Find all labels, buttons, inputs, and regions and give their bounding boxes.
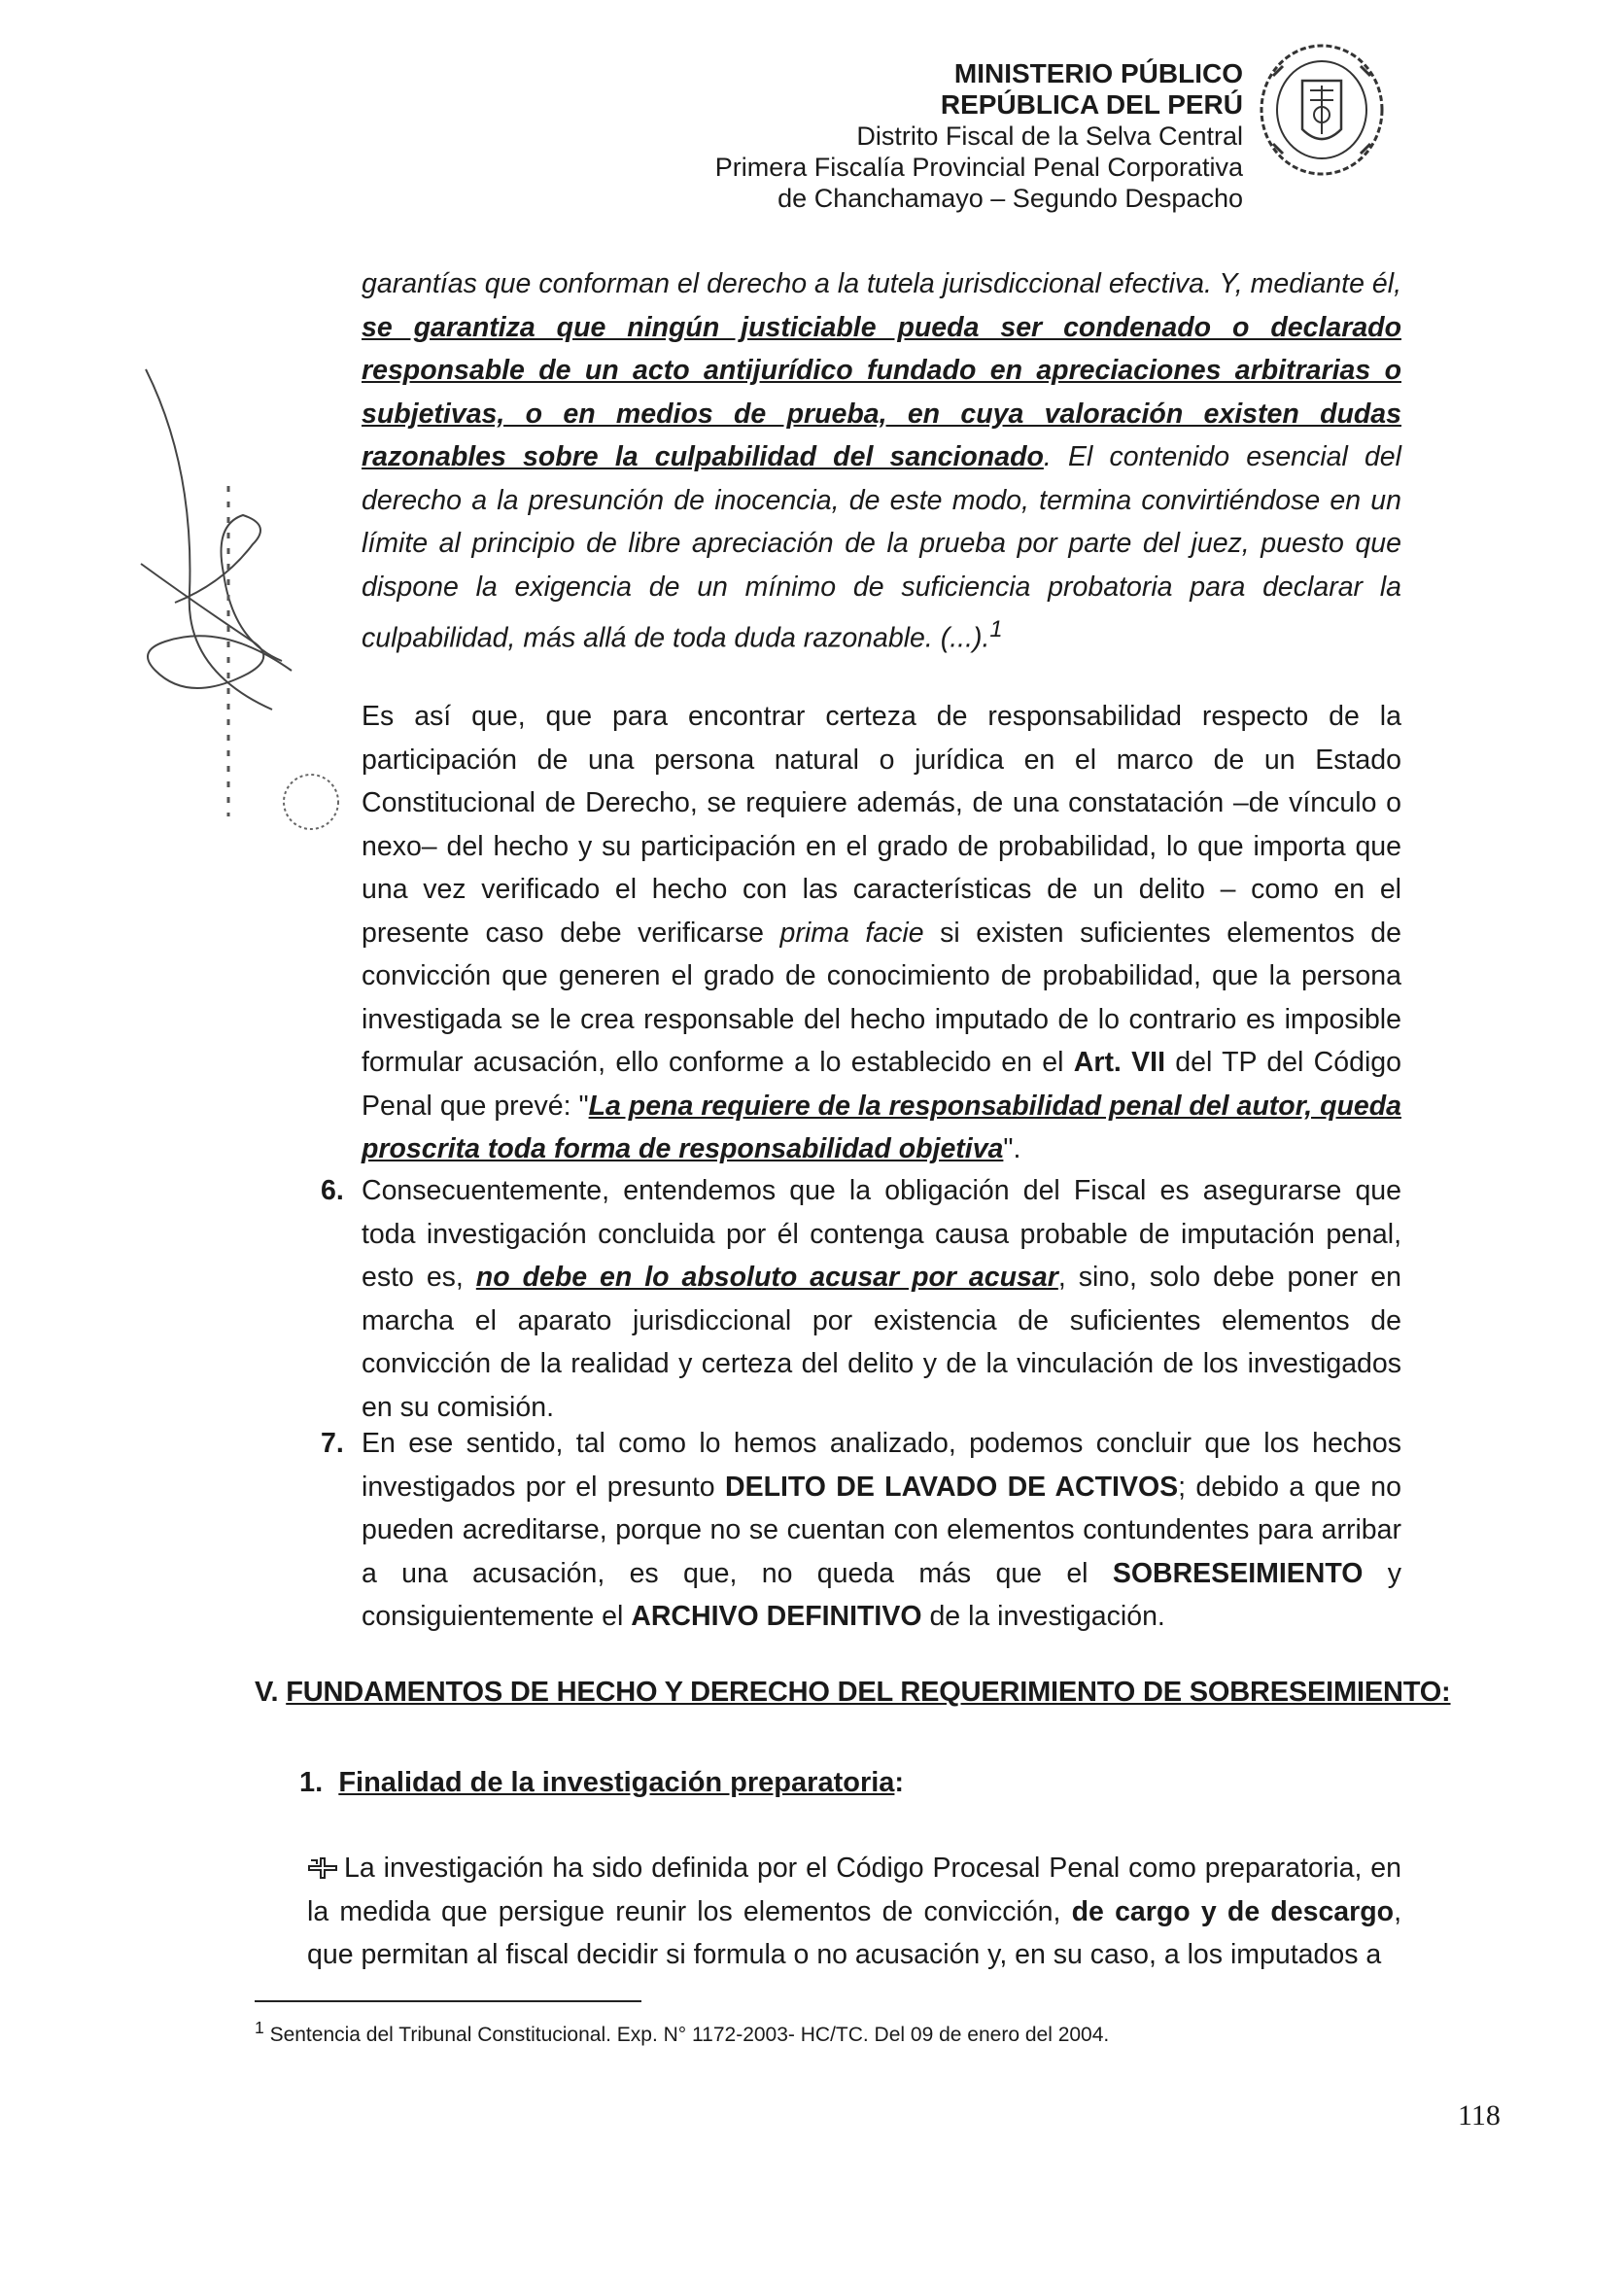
item-text: En ese sentido, tal como lo hemos analizado, podemos concluir que los hechos investigados por el presunto xyxy=(362,1428,1401,1503)
section-heading xyxy=(255,1677,1451,1709)
subsection-heading xyxy=(299,1767,904,1799)
article-ref: Art. VII xyxy=(1073,1047,1165,1078)
offense-name: DELITO DE LAVADO DE ACTIVOS xyxy=(724,1471,1179,1503)
quote-text-end: . El contenido esencial del derecho a la presunción de inocencia, de este modo, termina convirtiéndose en un límite al principio de libre apreciación de la prueba por parte del juez, puesto que dispone la exigencia de un mínimo de suficiencia probatoria para declarar la culpabilidad, más allá de toda duda razonable. (...). xyxy=(362,441,1401,654)
page-number: 118 xyxy=(1458,2099,1501,2131)
item-text: , sino, solo debe poner en marcha el aparato jurisdiccional por existencia de suficientes elementos de convicción de la realidad y certeza del delito y de la vinculación de los investigados en su comisión. xyxy=(362,1262,1401,1423)
subsection-number: 1. xyxy=(299,1767,324,1798)
bullet-text: La investigación ha sido definida por el Código Procesal Penal como preparatoria, en la medida que persigue reunir los elementos de convicción, xyxy=(307,1853,1401,1927)
para-text: ". xyxy=(1003,1133,1021,1164)
signature-stamp-icon xyxy=(136,350,389,836)
official-seal-icon xyxy=(1254,37,1390,183)
subsection-colon: : xyxy=(894,1767,905,1798)
footnote-divider xyxy=(255,2000,641,2002)
quote-paragraph xyxy=(362,262,1401,660)
header-office: Primera Fiscalía Provincial Penal Corporativa xyxy=(714,153,1243,182)
footnote xyxy=(255,2018,1109,2047)
para-text: si existen suficientes elementos de convicción que generen el grado de conocimiento de probabilidad, que la persona investigada se le crea responsable del hecho imputado de lo contrario es imposible formular acusación, ello conforme a lo establecido en el xyxy=(362,917,1401,1078)
quote-text-start: garantías que conforman el derecho a la tutela jurisdiccional efectiva. Y, mediante él, xyxy=(362,268,1401,299)
subsection-title: Finalidad de la investigación preparatoria xyxy=(338,1767,895,1798)
footnote-ref: 1 xyxy=(989,616,1003,642)
item-text: ; debido a que no pueden acreditarse, porque no se cuentan con elementos contundentes para arribar a una acusación, es que, no queda más que el xyxy=(362,1471,1401,1589)
code-quote: La pena requiere de la responsabilidad penal del autor, queda proscrita toda forma de responsabilidad objetiva xyxy=(362,1090,1401,1164)
header-office-2: de Chanchamayo – Segundo Despacho xyxy=(777,184,1243,213)
header-ministry: MINISTERIO PÚBLICO xyxy=(953,58,1243,88)
header-republic: REPÚBLICA DEL PERÚ xyxy=(940,89,1243,120)
item-number: 7. xyxy=(321,1428,344,1459)
para-text: Es así que, que para encontrar certeza de responsabilidad respecto de la participación de una persona natural o jurídica en el marco de un Estado Constitucional de Derecho, se requiere además, de una constatación –de vínculo o nexo– del hecho y su participación en el grado de probabilidad, lo que importa que una vez verificado el hecho con las características de un delito – como en el presente caso debe verificarse xyxy=(362,701,1401,949)
bullet-paragraph xyxy=(307,1847,1401,1977)
archive-term: ARCHIVO DEFINITIVO xyxy=(631,1601,922,1632)
quote-emphasis: se garantiza que ningún justiciable pueda ser condenado o declarado responsable de un acto antijurídico fundado en apreciaciones arbitrarias o subjetivas, o en medios de prueba, en cuya valoración existen dudas razonables sobre la culpabilidad del sancionado xyxy=(362,311,1401,472)
header-district: Distrito Fiscal de la Selva Central xyxy=(856,121,1243,151)
footnote-text: Sentencia del Tribunal Constitucional. Exp. N° 1172-2003- HC/TC. Del 09 de enero del 2004. xyxy=(263,2024,1110,2046)
section-title: FUNDAMENTOS DE HECHO Y DERECHO DEL REQUERIMIENTO DE SOBRESEIMIENTO: xyxy=(286,1677,1451,1708)
list-item-6 xyxy=(321,1169,1401,1429)
item-emphasis: no debe en lo absoluto acusar por acusar xyxy=(475,1262,1058,1293)
paragraph-es-asi xyxy=(362,695,1401,1171)
hand-pointer-icon xyxy=(307,1853,344,1882)
section-number: V. xyxy=(255,1677,279,1708)
dismissal-term: SOBRESEIMIENTO xyxy=(1112,1557,1364,1589)
latin-term: prima facie xyxy=(779,917,924,949)
para-text: del TP del Código Penal que prevé: " xyxy=(362,1047,1401,1122)
item-text: y consiguientemente el xyxy=(362,1557,1401,1632)
item-number: 6. xyxy=(321,1175,344,1206)
bullet-text: , que permitan al fiscal decidir si formula o no acusación y, en su caso, a los imputados a xyxy=(307,1895,1401,1970)
list-item-7 xyxy=(321,1422,1401,1639)
item-text: Consecuentemente, entendemos que la obligación del Fiscal es asegurarse que toda investigación concluida por él contenga causa probable de imputación penal, esto es, xyxy=(362,1175,1401,1293)
item-text: de la investigación. xyxy=(921,1601,1165,1632)
letterhead xyxy=(715,58,1243,214)
footnote-marker: 1 xyxy=(255,2018,264,2037)
bullet-emphasis: de cargo y de descargo xyxy=(1071,1895,1395,1927)
